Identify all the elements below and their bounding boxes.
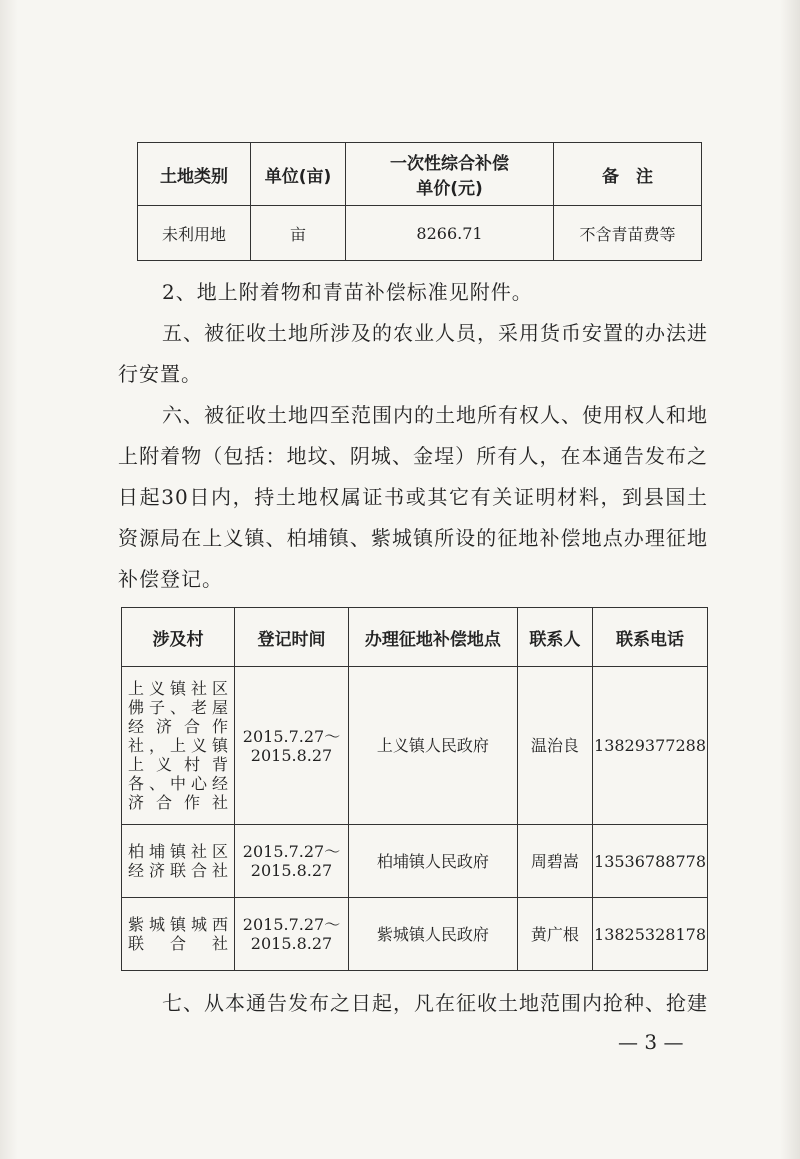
village-line: 经济合作 bbox=[128, 717, 228, 736]
cell-phone: 13825328178 bbox=[593, 898, 708, 971]
date-start: 2015.7.27～ bbox=[242, 842, 341, 861]
header-remarks: 备 注 bbox=[554, 143, 702, 206]
date-end: 2015.8.27 bbox=[250, 934, 333, 953]
cell-unit: 亩 bbox=[251, 206, 346, 261]
cell-unit-price: 8266.71 bbox=[346, 206, 554, 261]
header-unit-price-line2: 单价(元) bbox=[416, 179, 483, 199]
village-line: 经济联合社 bbox=[128, 861, 228, 880]
cell-phone: 13536788778 bbox=[593, 825, 708, 898]
paragraph-7: 七、从本通告发布之日起，凡在征收土地范围内抢种、抢建 bbox=[162, 991, 708, 1015]
cell-village bbox=[122, 825, 235, 898]
village-line: 济合作社 bbox=[128, 793, 228, 812]
header-village: 涉及村 bbox=[122, 608, 235, 667]
cell-place: 上义镇人民政府 bbox=[349, 667, 518, 825]
table-row bbox=[122, 667, 708, 825]
registration-table bbox=[121, 607, 708, 971]
header-unit-price bbox=[346, 143, 554, 206]
paragraph-6: 六、被征收土地四至范围内的土地所有权人、使用权人和地上附着物（包括：地坟、阴城、金埕）所有人，在本通告发布之日起30日内，持土地权属证书或其它有关证明材料，到县国土资源局在上义镇、柏埔镇、紫城镇所设的征地补偿地点办理征地补偿登记。 bbox=[118, 403, 708, 591]
page-number: — 3 — bbox=[618, 1030, 684, 1054]
date-end: 2015.8.27 bbox=[250, 861, 333, 880]
table-header-row bbox=[122, 608, 708, 667]
paragraph-5: 五、被征收土地所涉及的农业人员，采用货币安置的办法进行安置。 bbox=[118, 321, 708, 386]
village-line: 社，上义镇 bbox=[128, 736, 228, 755]
cell-contact: 温治良 bbox=[517, 667, 592, 825]
header-unit-price-line1: 一次性综合补偿 bbox=[390, 154, 509, 174]
cell-remarks: 不含青苗费等 bbox=[554, 206, 702, 261]
table-header-row bbox=[138, 143, 702, 206]
paragraph-2: 2、地上附着物和青苗补偿标准见附件。 bbox=[162, 280, 533, 304]
date-start: 2015.7.27～ bbox=[242, 915, 341, 934]
table-row bbox=[122, 898, 708, 971]
cell-place: 柏埔镇人民政府 bbox=[349, 825, 518, 898]
cell-village bbox=[122, 667, 235, 825]
village-line: 佛子、老屋 bbox=[128, 698, 228, 717]
cell-date bbox=[234, 898, 348, 971]
cell-date bbox=[234, 667, 348, 825]
village-line: 上义镇社区 bbox=[128, 679, 228, 698]
header-phone: 联系电话 bbox=[593, 608, 708, 667]
date-end: 2015.8.27 bbox=[250, 745, 333, 765]
cell-phone: 13829377288 bbox=[593, 667, 708, 825]
cell-village bbox=[122, 898, 235, 971]
cell-contact: 周碧嵩 bbox=[517, 825, 592, 898]
cell-land-type: 未利用地 bbox=[138, 206, 251, 261]
header-land-type: 土地类别 bbox=[138, 143, 251, 206]
cell-contact: 黄广根 bbox=[517, 898, 592, 971]
village-line: 联合社 bbox=[128, 934, 228, 953]
village-line: 柏埔镇社区 bbox=[128, 842, 228, 861]
cell-date bbox=[234, 825, 348, 898]
header-date: 登记时间 bbox=[234, 608, 348, 667]
header-contact: 联系人 bbox=[517, 608, 592, 667]
compensation-table bbox=[137, 142, 702, 261]
cell-place: 紫城镇人民政府 bbox=[349, 898, 518, 971]
village-line: 上义村背 bbox=[128, 755, 228, 774]
table-row bbox=[138, 206, 702, 261]
table-row bbox=[122, 825, 708, 898]
date-start: 2015.7.27～ bbox=[242, 726, 341, 746]
header-unit: 单位(亩) bbox=[251, 143, 346, 206]
header-place: 办理征地补偿地点 bbox=[349, 608, 518, 667]
village-line: 各、中心经 bbox=[128, 774, 228, 793]
village-line: 紫城镇城西 bbox=[128, 915, 228, 934]
